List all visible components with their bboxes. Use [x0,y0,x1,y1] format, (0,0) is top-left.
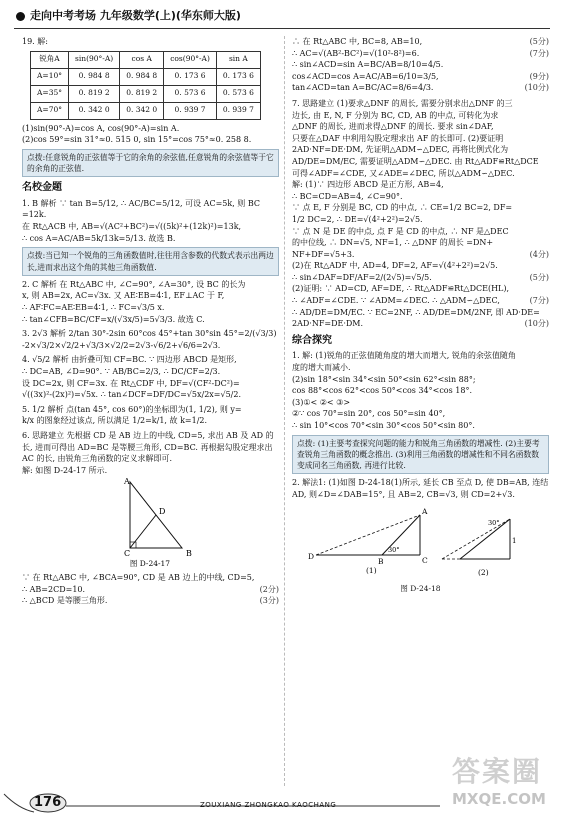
q7-block [292,98,549,330]
score-label: (7分) [529,296,549,306]
answer-line [292,295,549,307]
fig2-label-D: D [308,551,315,561]
answer-line: 1. B 解析 ∵ tan B=5/12, ∴ AC/BC=5/12, 可设 AC=5k, 则 BC [22,198,260,208]
fig-label-B: B [186,549,192,559]
footer-pinyin: ZOUXIANG ZHONGKAO KAOCHANG [200,801,337,809]
answer-line: 解: 如图 D-24-17 所示. [22,465,108,475]
table-header-cell: sin A [216,51,260,68]
answer-line: ∴ sin 10°<cos 70°<sin 30°<cos 50°<sin 80°. [292,420,475,430]
answer-line: ②∵ cos 70°=sin 20°, cos 50°=sin 40°, [292,409,446,419]
answer-line: 可得∠ADF=∠CDE, 又∠ADE=∠DEC, 所以△ADM∽△DEC. [292,168,515,178]
score-label: (10分) [524,83,549,93]
answer-line: 的中位线, ∴ DN=√5, NF=1, ∴ △DNF 的周长 =DN+ [292,238,494,248]
left-column [22,36,279,607]
table-cell: 0. 342 0 [120,102,164,119]
table-cell: 0. 984 8 [69,68,120,85]
step-text: ∴ AC=√(AB²-BC²)=√(10²-8²)=6. [292,48,420,58]
table-header-cell: cos(90°-A) [164,51,217,68]
fig2-sublabel: (2) [478,567,489,577]
answer-line: cos 88°<cos 62°<cos 50°<cos 34°<cos 18°. [292,386,472,396]
score-label: (9分) [529,71,549,81]
fig2-label-C: C [422,555,428,565]
answer-line [292,249,549,261]
table-cell: 0. 939 7 [164,102,217,119]
step-text: ∴ AB=2CD=10. [22,584,86,594]
triangle-figure-pair [292,501,549,581]
score-label: (7分) [529,48,549,58]
q19-label: 19. 解: [22,37,48,46]
answer-line: ∴ DC=AB, ∠D=90°. ∵ AB/BC=2/3, ∴ DC/CF=2/3. [22,367,221,376]
answer-line: 边长, 由 E, N, F 分别为 BC, CD, AB 的中点, 可转化为求 [292,110,499,120]
answer-line: △DNF 的周长, 进而求得△DNF 的周长. 要求 sin∠DAF, [292,122,494,132]
table-cell: 0. 573 6 [164,85,217,102]
answer-line: ∴ cos A=AC/AB=5k/13k=5/13. 故选 B. [22,233,176,243]
table-cell: 0. 573 6 [216,85,260,102]
score-label: (5分) [529,37,549,46]
answer-line: AD, 则∠D=∠DAB=15°, 且 AB=2, CB=√3, 则 CD=2+√3. [292,489,515,499]
answer-line: ∴ sin∠ACD=sin A=BC/AB=8/10=4/5. [292,60,444,70]
section-title: 名校金题 [22,182,62,194]
figure-caption: 图 D-24-18 [400,584,441,594]
answer-line: 解: (1)∵ 四边形 ABCD 是正方形, AB=4, [292,180,444,190]
answer-line: ∵ 点 N 是 DE 的中点, 点 F 是 CD 的中点, ∴ NF 是△DEC [292,226,509,236]
answer-line: 2AD·NF=DE·DM, 先证明△ADM∽△DEC, 再将比例式化为 [292,145,509,155]
table-header-cell: sin(90°-A) [69,51,120,68]
answer-line: 设 DC=2x, 则 CF=3x. 在 Rt△CDF 中, DF=√(CF²-DC²)= [22,378,240,388]
section-title: 综合探究 [292,334,332,346]
column-divider [284,36,285,786]
answer-line: x, 则 AB=2x, AC=√3x. 又 AE∶EB=4∶1, EF⊥AC 于 F, [22,291,225,301]
table-cell: 0. 939 7 [216,102,260,119]
step-text: 2AD·NF=DE·DM. [292,319,364,329]
fig2-side-label: 1 [512,536,517,545]
table-cell: 0. 819 2 [120,85,164,102]
answer-line: 3. 2√3 解析 2/tan 30°-2sin 60°cos 45°+tan 30°sin 45°=2/(√3/3) [22,329,277,339]
answer-line: 度的增大而减小. [292,362,351,372]
answer-line: 4. √5/2 解析 由折叠可知 CF=BC. ∵ 四边形 ABCD 是矩形, [22,355,237,365]
answer-line: 2. 解法1: (1)如图 D-24-18(1)所示, 延长 CB 至点 D, 使 DB=AB, 连结 [292,478,549,488]
answer-line: 只要在△DAF 中利用勾股定理求出 AF 的长即可. (2)要证明 [292,133,504,143]
watermark-url: MXQE.COM [452,789,546,808]
table-header-cell: cos A [120,51,164,68]
score-label: (10分) [524,319,549,329]
answer-line: =12k. [22,210,47,220]
answer-line [292,82,549,94]
fig-label-A: A [124,477,130,487]
fig2-label-A: A [422,506,428,516]
table-header-row [31,51,261,68]
right-column [292,36,549,595]
step-text: ∴ △BCD 是等腰三角形. [22,596,108,606]
watermark-logo [452,752,562,816]
step-text: NF+DF=√5+3. [292,249,355,259]
table-cell: 0. 819 2 [69,85,120,102]
table-cell: 0. 173 6 [164,68,217,85]
answer-line: √((3x)²-(2x)²)=√5x. ∴ tan∠DCF=DF/DC=√5x/2x=√5/2. [22,390,242,400]
table-row [31,68,261,85]
answer-paragraph: 6. 思路建立 先根据 CD 是 AB 边上的中线, CD=5, 求出 AB 及 AD 的长, 进而可得出 AD=BC 是等腰三角形, CD=BC. 再根据勾股定理求出 AC 的长, 由锐角三角函数的定义求解即可. [22,430,274,464]
step-text: ∴ ∠ADF=∠CDE. ∵ ∠ADM=∠DEC. ∴ △ADM∽△DEC, [292,296,500,306]
fig2-label-B: B [378,556,384,566]
answer-line [292,272,549,284]
answer-line: ∴ tan∠CFB=BC/CF=x/(√3x/5)=5√3/3. 故选 C. [22,314,205,324]
fig-label-D: D [159,507,166,517]
score-label: (2分) [259,584,279,594]
answer-line: ∴ BC=CD=AB=4, ∠C=90°. [292,191,403,201]
answer-line [292,71,549,83]
table-cell: 0. 984 8 [120,68,164,85]
table-cell: 0. 342 0 [69,102,120,119]
answer-line: ∵ 在 Rt△ABC 中, ∠BCA=90°, CD 是 AB 边上的中线, CD=5, [22,572,255,582]
header-title: 走向中考考场 九年级数学(上)(华东师大版) [30,9,241,22]
answer-line: k/x 的图象经过该点, 所以满足 1/2=k/1, 故 k=1/2. [22,416,208,426]
tip-box: 点拨:当已知一个锐角的三角函数值时,往往用含参数的代数式表示出两边长,进而求出这个角的其他三角函数值. [22,247,279,276]
score-label: (3分) [259,596,279,606]
step-text: ∴ sin∠DAF=DF/AF=2/(2√5)=√5/5. [292,272,432,282]
step-text: tan∠ACD=tan A=BC/AC=8/6=4/3. [292,83,434,93]
answer-line: ∴ AD/DE=DM/EC. ∵ EC=2NF, ∴ AD/DE=DM/2NF, 即 AD·DE= [292,307,540,317]
table-row [31,85,261,102]
fig2-angle-label-2: 30° [488,518,500,527]
fig2-angle-label: 30° [388,545,400,554]
score-label: (5分) [529,272,549,282]
page-header [14,6,550,29]
page-number: 176 [34,795,62,810]
answer-line: 5. 1/2 解析 点(tan 45°, cos 60°)的坐标即为(1, 1/2), 则 y= [22,404,242,414]
bullet-icon [16,12,25,21]
tip-box: 点拨:任意锐角的正弦值等于它的余角的余弦值,任意锐角的余弦值等于它的余角的正弦值. [22,149,279,178]
triangle-figure [22,476,279,568]
table-header-cell: 锐角A [31,51,69,68]
step-text: ∴ 在 Rt△ABC 中, BC=8, AB=10, [292,37,423,46]
table-cell: A=70° [31,102,69,119]
step-text: cos∠ACD=cos A=AC/AB=6/10=3/5, [292,71,439,81]
answer-line: (2)cos 59°=sin 31°≈0. 515 0, sin 15°=cos 75°≈0. 258 8. [22,135,252,145]
answer-line: 1/2 DC=2, ∴ DE=√(4²+2²)=2√5. [292,214,423,224]
table-row [31,102,261,119]
answer-line [22,584,279,596]
answer-line: 2. C 解析 在 Rt△ABC 中, ∠C=90°, ∠A=30°, 设 BC 的长为 [22,279,246,289]
table-cell: A=10° [31,68,69,85]
score-label: (4分) [529,249,549,259]
tip-box: 点拨: (1)主要考查探究问题的能力和锐角三角函数的增减性. (2)主要考查锐角三角函数的概念推出. (3)利用三角函数的增减性和不同名函数数变成同名三角函数, 再进行比较. [292,435,549,475]
answer-line [22,595,279,607]
table-cell: A=35° [31,85,69,102]
answer-line: (1)sin(90°-A)=cos A, cos(90°-A)=sin A. [22,123,180,133]
fig-label-C: C [124,549,131,559]
answer-line: ∴ AF∶FC=AE∶EB=4∶1, ∴ FC=√3/5 x. [22,303,165,313]
table-cell: 0. 173 6 [216,68,260,85]
answer-line: (3)①< ②< ③> [292,397,351,407]
answer-line: 1. 解: (1)锐角的正弦值随角度的增大而增大, 锐角的余弦值随角 [292,351,516,361]
watermark-text: 答案圈 [452,755,543,788]
answer-line [292,36,549,48]
value-table [30,51,261,120]
answer-line: 在 Rt△ACB 中, AB=√(AC²+BC²)=√((5k)²+(12k)²)=13k, [22,222,242,232]
answer-line: AD/DE=DM/EC, 需要证明△ADM∽△DEC. 由 Rt△ADF≌Rt△DCE [292,156,539,166]
answer-line: (2)证明: ∵ AD=CD, AF=DE, ∴ Rt△ADF≌Rt△DCE(HL), [292,284,510,294]
answer-line: (2)在 Rt△ADF 中, AD=4, DF=2, AF=√(4²+2²)=2√5. [292,261,498,271]
answer-line: -2×√3/2×√2/2+√3/3×√2/2=2√3-√6/2+√6/6=2√3. [22,340,221,350]
answer-line [292,48,549,60]
fig2-sublabel: (1) [366,565,377,575]
answer-line: 7. 思路建立 (1)要求△DNF 的周长, 需要分别求出△DNF 的三 [292,98,513,108]
answer-line: (2)sin 18°<sin 34°<sin 50°<sin 62°<sin 88°; [292,374,476,384]
figure-caption: 图 D-24-17 [129,559,171,569]
answer-line: ∵ 点 E, F 分别是 BC, CD 的中点, ∴ CE=1/2 BC=2, DF= [292,203,513,213]
answer-line [292,318,549,330]
